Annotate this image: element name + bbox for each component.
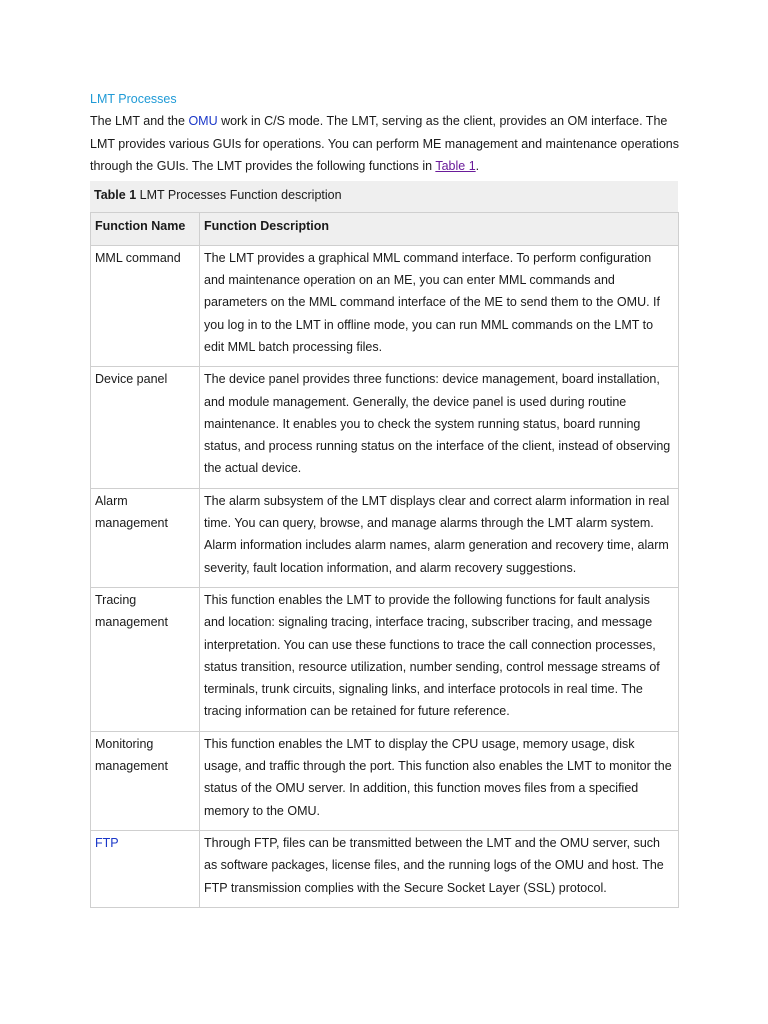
table-caption-text: LMT Processes Function description	[136, 187, 342, 202]
function-table	[90, 212, 679, 908]
row-name: Tracing management	[91, 587, 200, 731]
document-page	[90, 88, 680, 908]
ftp-link[interactable]: FTP	[91, 830, 200, 907]
row-name: MML command	[91, 245, 200, 366]
table-caption-label: Table 1	[94, 187, 137, 202]
table-row	[91, 488, 679, 587]
table-row	[91, 367, 679, 488]
row-name: Device panel	[91, 367, 200, 488]
row-description: The device panel provides three functions: device management, board installation, and module management. Generally, the device panel is used during routine maintenance. It enables you to check the system running status, board running status, and process running status on the interface of the client, instead of observing the actual device.	[200, 367, 679, 488]
row-description: The LMT provides a graphical MML command interface. To perform configuration and maintenance operation on an ME, you can enter MML commands and parameters on the MML command interface of the ME to send them to the OMU. If you log in to the LMT in offline mode, you can run MML commands on the LMT to edit MML batch processing files.	[200, 245, 679, 366]
intro-text-3: .	[475, 159, 480, 173]
table-header-row	[91, 212, 679, 245]
table-row	[91, 245, 679, 366]
section-title: LMT Processes	[90, 92, 177, 106]
table-row	[91, 830, 679, 907]
row-description: This function enables the LMT to provide the following functions for fault analysis and location: signaling tracing, interface tracing, subscriber tracing, and message interpretation. You can use these functions to trace the call connection processes, status transition, resource utilization, number sending, control message streams of terminals, trunk circuits, signaling links, and interface protocols in real time. The tracing information can be retained for future reference.	[200, 587, 679, 731]
table-1-link[interactable]: Table 1	[435, 159, 476, 173]
header-function-name: Function Name	[91, 212, 200, 245]
header-function-description: Function Description	[200, 212, 679, 245]
table-row	[91, 731, 679, 830]
intro-text-1: The LMT and the	[90, 114, 189, 128]
table-caption	[90, 181, 678, 212]
row-name: Monitoring management	[91, 731, 200, 830]
row-description: Through FTP, files can be transmitted between the LMT and the OMU server, such as software packages, license files, and the running logs of the OMU and host. The FTP transmission complies with the Secure Socket Layer (SSL) protocol.	[200, 830, 679, 907]
intro-text-2: work in C/S mode. The LMT, serving as the client, provides an OM interface. The LMT provides various GUIs for operations. You can perform ME management and maintenance operations through the GUIs. The LMT provides the following functions in	[90, 114, 679, 173]
row-description: This function enables the LMT to display the CPU usage, memory usage, disk usage, and traffic through the port. This function also enables the LMT to monitor the status of the OMU server. In addition, this function moves files from a specified memory to the OMU.	[200, 731, 679, 830]
intro-paragraph	[90, 110, 680, 178]
omu-link[interactable]: OMU	[188, 114, 218, 128]
row-description: The alarm subsystem of the LMT displays clear and correct alarm information in real time. You can query, browse, and manage alarms through the LMT alarm system. Alarm information includes alarm names, alarm generation and recovery time, alarm severity, fault location information, and alarm recovery suggestions.	[200, 488, 679, 587]
table-row	[91, 587, 679, 731]
row-name: Alarm management	[91, 488, 200, 587]
